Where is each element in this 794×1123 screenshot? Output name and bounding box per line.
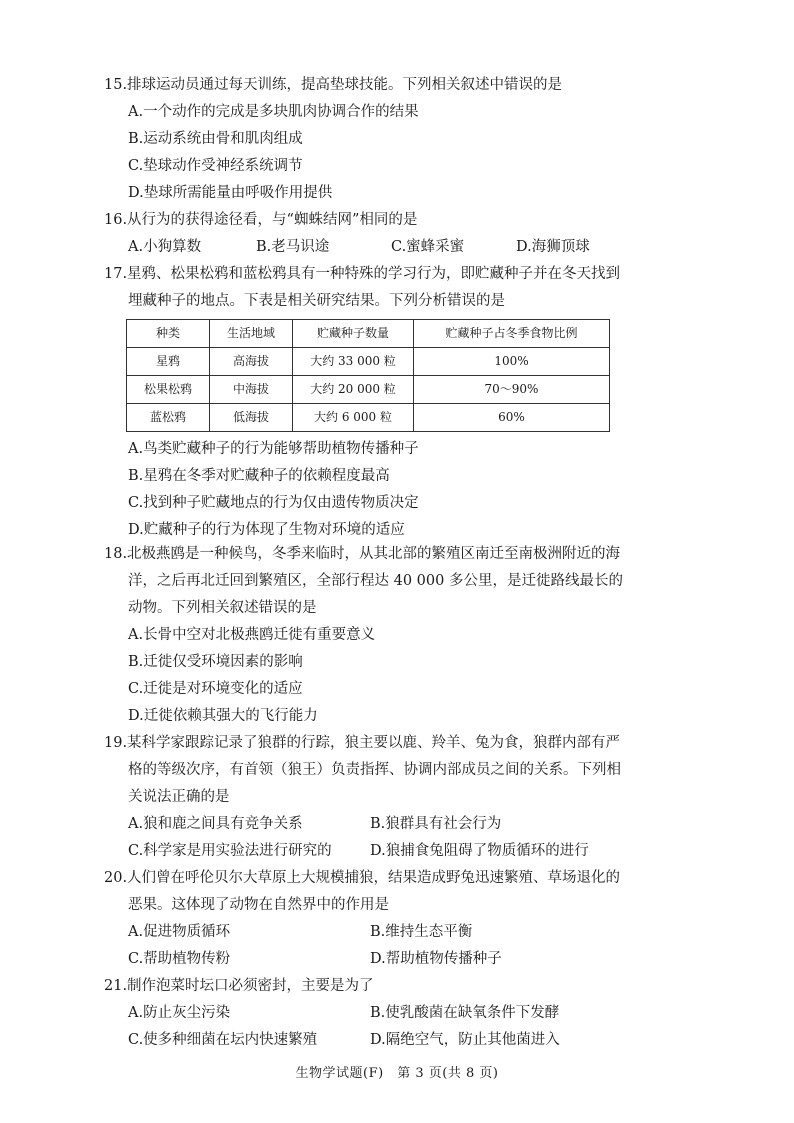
- option-c: C.蜜蜂采蜜: [391, 239, 465, 255]
- table-cell: 高海拔: [210, 348, 293, 376]
- table-header: 种类: [127, 320, 210, 348]
- option-c: C.科学家是用实验法进行研究的: [128, 843, 332, 859]
- table-cell: 70～90%: [414, 376, 610, 404]
- question-stem: 16.从行为的获得途径看，与“蜘蛛结网”相同的是: [104, 212, 418, 228]
- options-row: [104, 234, 624, 261]
- option-a: A.鸟类贮藏种子的行为能够帮助植物传播种子: [128, 441, 419, 457]
- research-table: [126, 319, 610, 432]
- page-footer: 生物学试题(F) 第 3 页(共 8 页): [295, 1066, 499, 1081]
- table-header: 贮藏种子数量: [293, 320, 414, 348]
- option-b: B.运动系统由骨和肌肉组成: [128, 131, 303, 147]
- option-a: A.长骨中空对北极燕鸥迁徙有重要意义: [128, 627, 376, 643]
- question-stem: 19.某科学家跟踪记录了狼群的行踪，狼主要以鹿、羚羊、兔为食，狼群内部有严格的等级次序，有首领（狼王）负责指挥、协调内部成员之间的关系。下列相关说法正确的是: [104, 735, 621, 805]
- question-16: [104, 207, 624, 261]
- table-cell: 中海拔: [210, 376, 293, 404]
- options-row: [104, 919, 624, 946]
- option-d: D.贮藏种子的行为体现了生物对环境的适应: [128, 522, 405, 538]
- question-20: [104, 865, 624, 973]
- question-stem: 17.星鸦、松果松鸦和蓝松鸦具有一种特殊的学习行为，即贮藏种子并在冬天找到埋藏种子的地点。下表是相关研究结果。下列分析错误的是: [104, 266, 621, 309]
- option-a: A.防止灰尘污染: [128, 1005, 231, 1021]
- option-c: C.垫球动作受神经系统调节: [128, 158, 303, 174]
- table-header-row: [127, 320, 610, 348]
- option-b: B.维持生态平衡: [370, 924, 473, 940]
- options-row: [104, 838, 624, 865]
- table-header: 贮藏种子占冬季食物比例: [414, 320, 610, 348]
- question-stem: 21.制作泡菜时坛口必须密封，主要是为了: [104, 978, 374, 994]
- option-d: D.帮助植物传播种子: [370, 951, 502, 967]
- table-cell: 100%: [414, 348, 610, 376]
- table-cell: 大约 33 000 粒: [293, 348, 414, 376]
- option-b: B.迁徙仅受环境因素的影响: [128, 654, 303, 670]
- table-cell: 低海拔: [210, 404, 293, 432]
- option-c: C.迁徙是对环境变化的适应: [128, 681, 303, 697]
- question-19: [104, 730, 624, 865]
- option-d: D.隔绝空气，防止其他菌进入: [370, 1032, 560, 1048]
- options-row: [104, 1027, 624, 1054]
- option-a: A.一个动作的完成是多块肌肉协调合作的结果: [128, 104, 419, 120]
- options-row: [104, 1000, 624, 1027]
- table-cell: 大约 6 000 粒: [293, 404, 414, 432]
- question-stem: 18.北极燕鸥是一种候鸟，冬季来临时，从其北部的繁殖区南迁至南极洲附近的海洋，之后再北迁回到繁殖区，全部行程达 40 000 多公里，是迁徙路线最长的动物。下列相关叙述错误的是: [104, 546, 623, 616]
- table-cell: 蓝松鸦: [127, 404, 210, 432]
- table-cell: 60%: [414, 404, 610, 432]
- question-17: [104, 261, 624, 544]
- table-row: [127, 376, 610, 404]
- options-row: [104, 946, 624, 973]
- option-a: A.狼和鹿之间具有竞争关系: [128, 816, 303, 832]
- table-header: 生活地域: [210, 320, 293, 348]
- question-stem: 20.人们曾在呼伦贝尔大草原上大规模捕狼，结果造成野兔迅速繁殖、草场退化的恶果。这体现了动物在自然界中的作用是: [104, 870, 621, 913]
- option-c: C.使多种细菌在坛内快速繁殖: [128, 1032, 318, 1048]
- option-d: D.垫球所需能量由呼吸作用提供: [128, 185, 333, 201]
- option-a: A.小狗算数: [128, 239, 202, 255]
- option-c: C.帮助植物传粉: [128, 951, 231, 967]
- question-18: [104, 541, 624, 730]
- table-cell: 松果松鸦: [127, 376, 210, 404]
- option-d: D.海狮顶球: [516, 239, 590, 255]
- option-d: D.迁徙依赖其强大的飞行能力: [128, 708, 318, 724]
- option-b: B.使乳酸菌在缺氧条件下发酵: [370, 1005, 560, 1021]
- question-15: [104, 72, 624, 207]
- option-a: A.促进物质循环: [128, 924, 231, 940]
- option-b: B.老马识途: [256, 239, 330, 255]
- table-row: [127, 348, 610, 376]
- question-21: [104, 973, 624, 1054]
- table-row: [127, 404, 610, 432]
- option-b: B.狼群具有社会行为: [370, 816, 502, 832]
- option-c: C.找到种子贮藏地点的行为仅由遗传物质决定: [128, 495, 419, 511]
- table-cell: 大约 20 000 粒: [293, 376, 414, 404]
- table-cell: 星鸦: [127, 348, 210, 376]
- option-d: D.狼捕食兔阻碍了物质循环的进行: [370, 843, 589, 859]
- options-row: [104, 811, 624, 838]
- option-b: B.星鸦在冬季对贮藏种子的依赖程度最高: [128, 468, 390, 484]
- question-stem: 15.排球运动员通过每天训练，提高垫球技能。下列相关叙述中错误的是: [104, 77, 563, 93]
